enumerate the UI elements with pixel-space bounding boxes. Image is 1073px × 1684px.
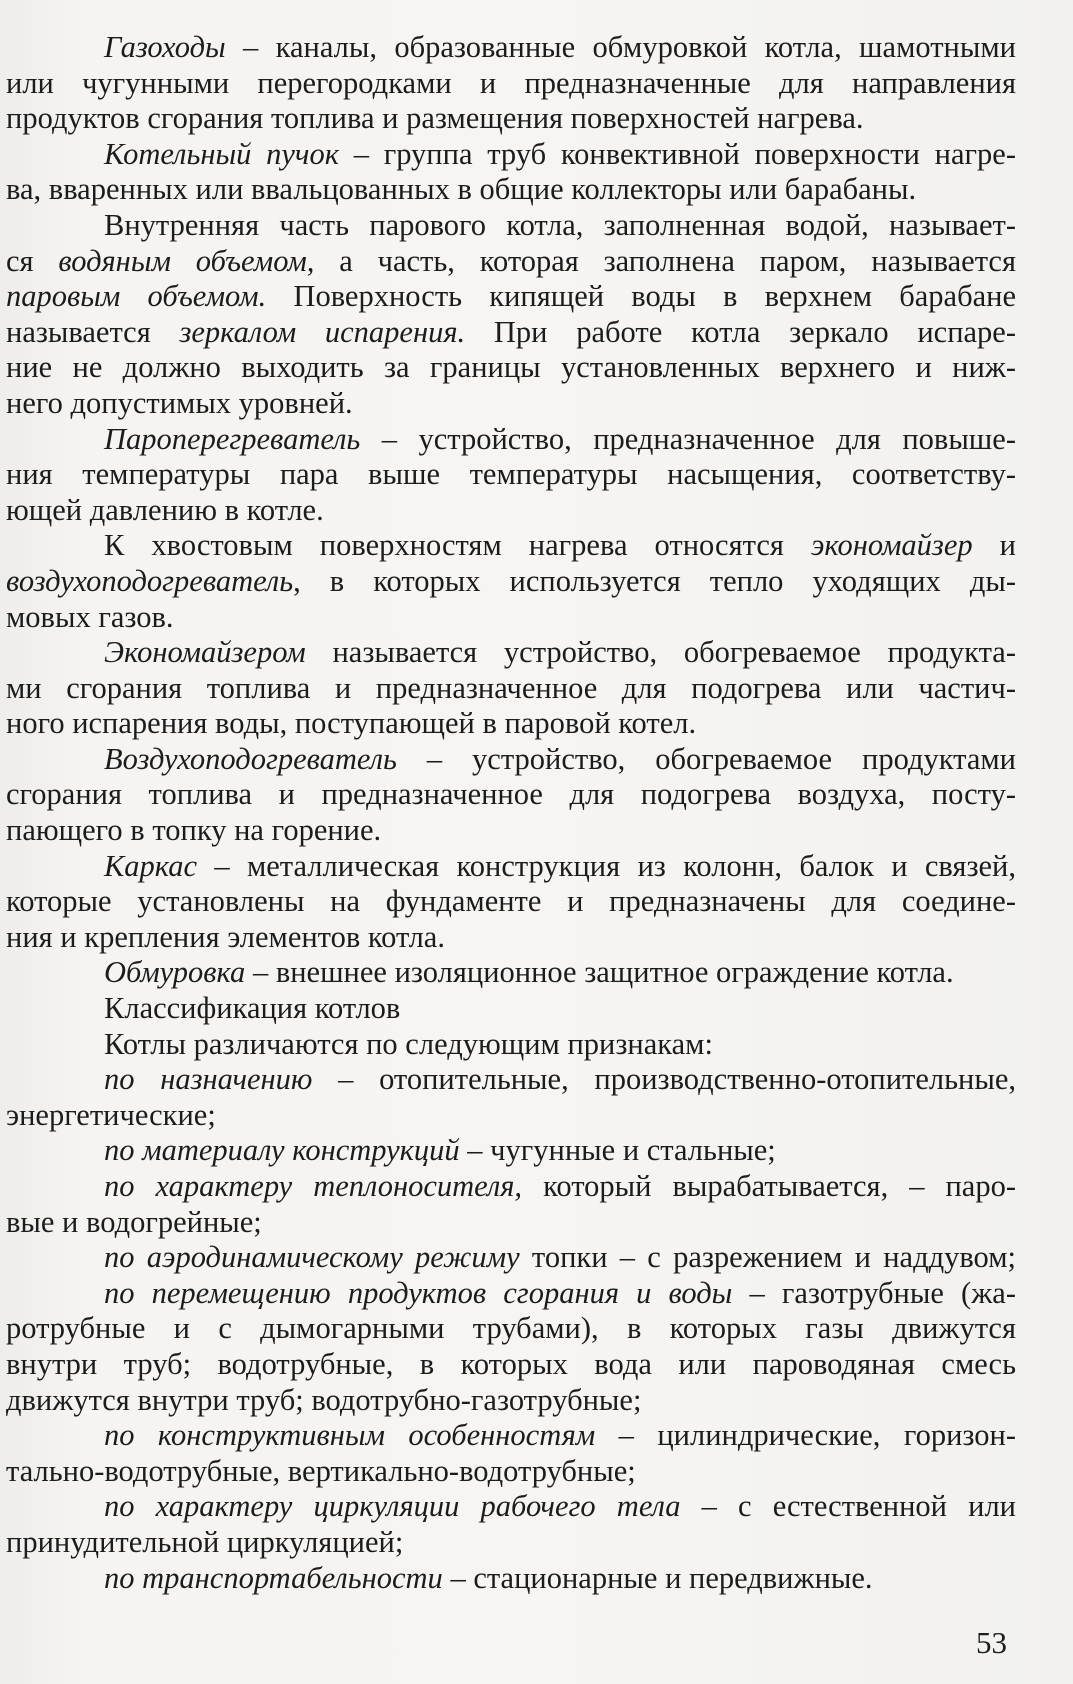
text-run: продуктов сгорания топлива и размещения поверхностей нагрева.: [6, 101, 864, 136]
text-run: ного испарения воды, поступающей в паровой котел.: [6, 706, 697, 741]
text-run: называется: [6, 314, 180, 349]
text-line: [6, 1098, 1016, 1134]
italic-term: по транспортабельности: [104, 1560, 443, 1595]
text-line: [104, 742, 1016, 778]
text-line: [6, 1347, 1016, 1383]
text-run: него допустимых уровней.: [6, 385, 353, 420]
text-line: [104, 1027, 1016, 1063]
text-line: [104, 1418, 1016, 1454]
text-line: [104, 1062, 1016, 1098]
italic-term: по аэродинамическому режиму: [104, 1240, 520, 1275]
italic-term: паровым объемом.: [6, 279, 267, 314]
text-line: [104, 849, 1016, 885]
text-run: К хвостовым поверхностям нагрева относятся: [104, 528, 811, 563]
text-run: мовых газов.: [6, 599, 174, 634]
text-line: [6, 1454, 1016, 1490]
text-run: вые и водогрейные;: [6, 1204, 262, 1239]
italic-term: по конструктивным особенностям: [104, 1418, 596, 1453]
text-run: которые установлены на фундаменте и предназначены для соедине-: [6, 884, 1016, 919]
page-number: 53: [976, 1625, 1007, 1660]
text-run: – отопительные, производственно-отопительные,: [312, 1062, 1016, 1097]
text-run: Внутренняя часть парового котла, заполненная водой, называет-: [104, 207, 1016, 242]
text-run: – цилиндрические, горизон-: [595, 1418, 1016, 1453]
text-line: [104, 1240, 1016, 1276]
text-run: – внешнее изоляционное защитное ограждение котла.: [245, 955, 954, 990]
italic-term: водяным объемом,: [58, 243, 315, 278]
text-line: [6, 66, 1016, 102]
italic-term: Газоходы: [104, 30, 226, 64]
text-run: принудительной циркуляцией;: [6, 1524, 404, 1559]
italic-term: Экономайзером: [104, 635, 306, 670]
page-text: [6, 30, 1017, 1596]
text-line: [6, 600, 1016, 636]
text-run: или чугунными перегородками и предназначенные для направления: [6, 65, 1016, 100]
text-run: ющей давлению в котле.: [6, 492, 324, 527]
text-run: ва, вваренных или ввальцованных в общие коллекторы или барабаны.: [6, 172, 917, 207]
italic-term: Воздухоподогреватель: [104, 741, 397, 776]
text-line: [6, 1205, 1016, 1241]
text-run: Котлы различаются по следующим признакам:: [104, 1026, 713, 1061]
text-line: [104, 528, 1016, 564]
text-run: – металлическая конструкция из колонн, балок и связей,: [197, 848, 1016, 883]
text-line: [104, 1169, 1016, 1205]
text-run: ми сгорания топлива и предназначенное для подогрева или частич-: [6, 670, 1016, 705]
italic-term: Каркас: [104, 848, 198, 883]
text-line: [6, 920, 1016, 956]
text-line: [104, 1489, 1016, 1525]
text-line: [104, 1276, 1016, 1312]
text-line: [6, 813, 1016, 849]
italic-term: по назначению: [104, 1062, 313, 1097]
text-line: [6, 315, 1016, 351]
text-run: энергетические;: [6, 1097, 216, 1132]
italic-term: зеркалом испарения.: [179, 314, 466, 349]
text-line: [104, 1133, 1016, 1169]
text-line: [6, 884, 1016, 920]
text-run: ротрубные и с дымогарными трубами), в которых газы движутся: [6, 1311, 1016, 1346]
italic-term: Обмуровка: [104, 955, 246, 990]
text-line: [104, 955, 1016, 991]
text-run: тально-водотрубные, вертикально-водотрубные;: [6, 1453, 636, 1488]
text-line: [104, 208, 1016, 244]
text-line: [6, 777, 1016, 813]
text-run: – устройство, предназначенное для повыше-: [360, 421, 1016, 456]
italic-term: по материалу конструкций: [104, 1133, 460, 1168]
text-line: [6, 1383, 1016, 1419]
text-run: сгорания топлива и предназначенное для подогрева воздуха, посту-: [6, 777, 1016, 812]
text-run: а часть, которая заполнена паром, называется: [314, 243, 1016, 278]
text-run: ния и крепления элементов котла.: [6, 919, 445, 954]
text-line: [104, 422, 1016, 458]
text-run: ся: [6, 243, 59, 278]
text-run: и: [972, 528, 1016, 563]
text-line: [6, 1311, 1016, 1347]
text-line: [6, 386, 1016, 422]
text-run: , в которых используется тепло уходящих ды-: [293, 563, 1016, 598]
text-run: ние не должно выходить за границы установленных верхнего и ниж-: [6, 350, 1016, 385]
text-line: [6, 564, 1016, 600]
text-line: [6, 493, 1016, 529]
text-line: [104, 1561, 1016, 1597]
italic-term: по характеру теплоносителя,: [104, 1169, 523, 1203]
text-line: [6, 457, 1016, 493]
text-line: [6, 350, 1016, 386]
text-run: пающего в топку на горение.: [6, 813, 382, 848]
text-run: ния температуры пара выше температуры насыщения, соответству-: [6, 457, 1016, 492]
text-run: – стационарные и передвижные.: [442, 1560, 873, 1595]
text-line: [104, 30, 1016, 66]
text-run: – с естественной или: [680, 1489, 1016, 1524]
text-line: [104, 991, 1016, 1027]
text-line: [6, 172, 1016, 208]
text-run: – устройство, обогреваемое продуктами: [396, 741, 1016, 776]
text-line: [6, 101, 1016, 137]
text-run: внутри труб; водотрубные, в которых вода или пароводяная смесь: [6, 1346, 1016, 1381]
text-run: топки – с разрежением и наддувом;: [519, 1240, 1016, 1275]
text-line: [6, 671, 1016, 707]
text-run: – чугунные и стальные;: [459, 1133, 776, 1168]
text-run: – группа труб конвективной поверхности нагре-: [338, 136, 1016, 171]
text-line: [6, 279, 1016, 315]
text-run: – газотрубные (жа-: [732, 1275, 1016, 1310]
text-run: – каналы, образованные обмуровкой котла, шамотными: [225, 30, 1016, 64]
text-run: движутся внутри труб; водотрубно-газотрубные;: [6, 1382, 642, 1417]
text-line: [6, 706, 1016, 742]
text-run: При работе котла зеркало испаре-: [465, 314, 1016, 349]
text-line: [104, 635, 1016, 671]
text-run: Классификация котлов: [104, 991, 401, 1026]
text-run: называется устройство, обогреваемое продукта-: [305, 635, 1016, 670]
italic-term: по перемещению продуктов сгорания и воды: [104, 1275, 733, 1310]
text-run: Поверхность кипящей воды в верхнем барабане: [266, 279, 1016, 314]
text-line: [104, 137, 1016, 173]
text-line: [6, 244, 1016, 280]
text-run: который вырабатывается, – паро-: [522, 1169, 1017, 1203]
italic-term: по характеру циркуляции рабочего тела: [104, 1489, 681, 1524]
italic-term: Котельный пучок: [104, 136, 339, 171]
italic-term: воздухоподогреватель: [6, 563, 294, 598]
italic-term: экономайзер: [810, 528, 973, 563]
italic-term: Пароперегреватель: [104, 421, 361, 456]
text-line: [6, 1525, 1016, 1561]
